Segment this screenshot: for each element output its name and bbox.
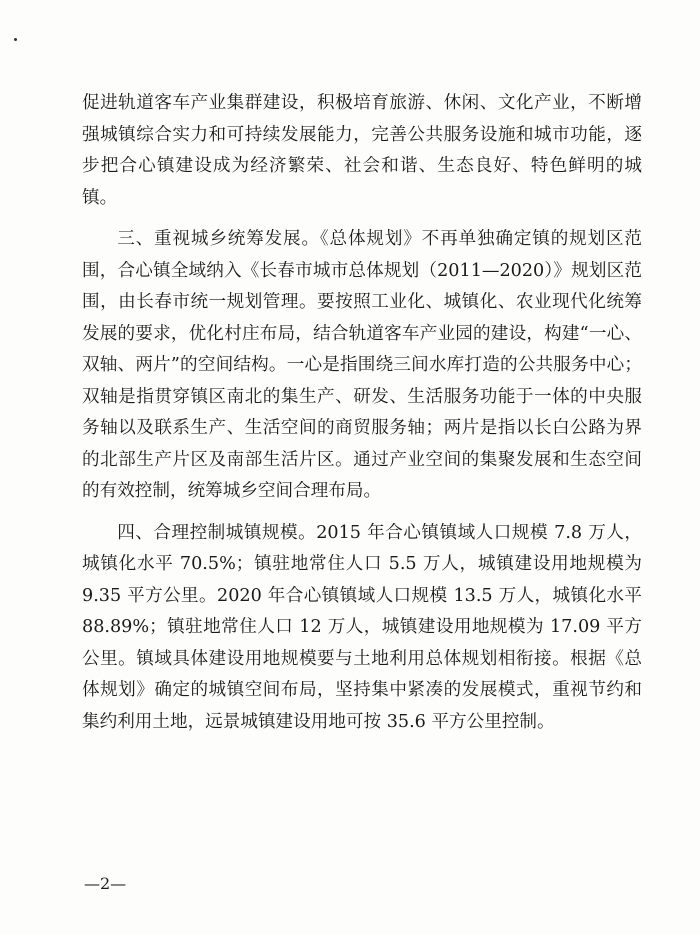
document-body (82, 88, 642, 748)
scan-speck (14, 38, 17, 41)
paragraph-continuation: 促进轨道客车产业集群建设，积极培育旅游、休闲、文化产业，不断增强城镇综合实力和可持续发展能力，完善公共服务设施和城市功能，逐步把合心镇建设成为经济繁荣、社会和谐、生态良好、特色鲜明的城镇。 (82, 93, 642, 208)
page-number: —2— (84, 874, 127, 893)
paragraph-urban-rural-planning: 三、重视城乡统筹发展。《总体规划》不再单独确定镇的规划区范围，合心镇全域纳入《长春市城市总体规划（2011—2020）》规划区范围，由长春市统一规划管理。要按照工业化、城镇化、农业现代化统筹发展的要求，优化村庄布局，结合轨道客车产业园的建设，构建“一心、双轴、两片”的空间结构。一心是指围绕三间水库打造的公共服务中心；双轴是指贯穿镇区南北的集生产、研发、生活服务功能于一体的中央服务轴以及联系生产、生活空间的商贸服务轴；两片是指以长白公路为界的北部生产片区及南部生活片区。通过产业空间的集聚发展和生态空间的有效控制，统筹城乡空间合理布局。 (82, 229, 642, 501)
paragraph-town-scale-control: 四、合理控制城镇规模。2015 年合心镇镇域人口规模 7.8 万人，城镇化水平 70.5%；镇驻地常住人口 5.5 万人，城镇建设用地规模为 9.35 平方公里。2020 年合心镇镇域人口规模 13.5 万人，城镇化水平 88.89%；镇驻地常住人口 12 万人，城镇建设用地规模为 17.09 平方公里。镇域具体建设用地规模要与土地利用总体规划相衔接。根据《总体规划》确定的城镇空间布局，坚持集中紧凑的发展模式，重视节约和集约利用土地，远景城镇建设用地可按 35.6 平方公里控制。 (82, 522, 642, 732)
